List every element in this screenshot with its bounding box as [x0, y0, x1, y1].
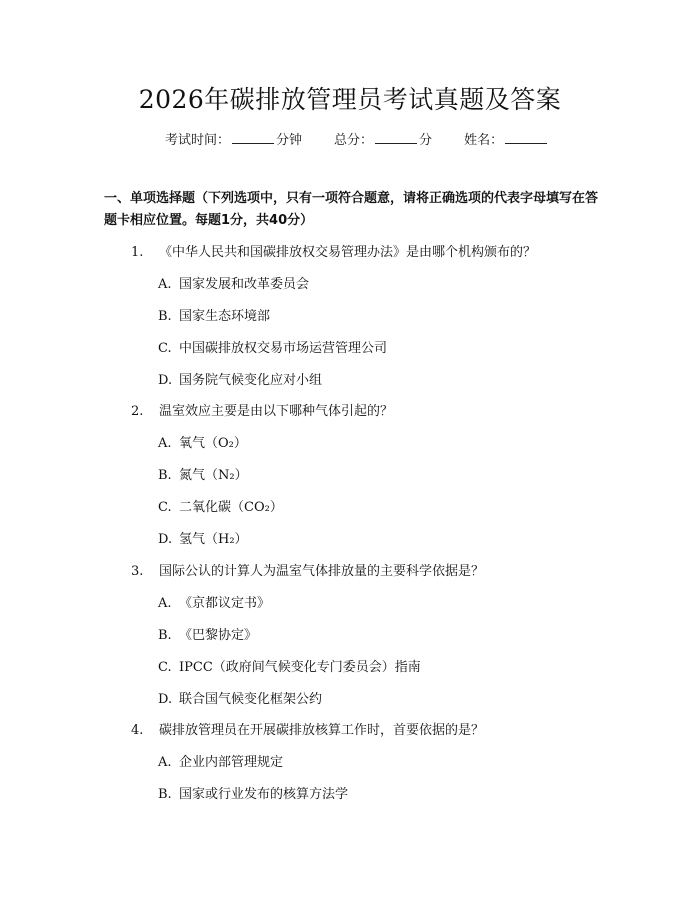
option-letter: A.	[158, 755, 172, 770]
time-blank	[232, 131, 274, 144]
option-1c	[158, 339, 387, 359]
score-blank	[375, 131, 417, 144]
name-blank	[505, 131, 547, 144]
page-title: 2026年碳排放管理员考试真题及答案	[138, 85, 562, 114]
option-3c	[158, 658, 421, 678]
question-4	[131, 721, 484, 741]
option-2c	[158, 498, 283, 518]
option-4b	[158, 785, 348, 805]
option-text: 《京都议定书》	[179, 596, 271, 611]
question-number: 2.	[131, 404, 144, 419]
option-text: 国务院气候变化应对小组	[179, 373, 323, 388]
question-1	[131, 243, 536, 263]
option-text: 二氧化碳（CO₂）	[179, 500, 283, 515]
option-3b	[158, 626, 257, 646]
option-letter: D.	[158, 692, 173, 707]
section-heading: 一、单项选择题（下列选项中，只有一项符合题意，请将正确选项的代表字母填写在答题卡相应位置。每题1分，共40分）	[104, 191, 599, 228]
option-letter: B.	[158, 468, 172, 483]
option-letter: C.	[158, 341, 172, 356]
option-3d	[158, 690, 322, 710]
option-text: 《巴黎协定》	[179, 628, 258, 643]
option-letter: D.	[158, 532, 173, 547]
time-unit: 分钟	[276, 133, 303, 148]
score-label: 总分：	[334, 133, 374, 148]
question-text: 温室效应主要是由以下哪种气体引起的？	[159, 404, 394, 419]
option-letter: A.	[158, 596, 172, 611]
option-letter: A.	[158, 277, 172, 292]
question-2	[131, 402, 393, 422]
option-2d	[158, 530, 248, 550]
option-letter: C.	[158, 500, 172, 515]
option-letter: B.	[158, 309, 172, 324]
option-text: 氢气（H₂）	[179, 532, 248, 547]
time-label: 考试时间：	[165, 133, 231, 148]
option-text: 国家或行业发布的核算方法学	[179, 787, 349, 802]
option-text: 联合国气候变化框架公约	[179, 692, 323, 707]
question-3	[131, 562, 484, 582]
option-1b	[158, 307, 270, 327]
option-letter: A.	[158, 436, 172, 451]
question-number: 4.	[131, 723, 144, 738]
question-text: 碳排放管理员在开展碳排放核算工作时，首要依据的是？	[159, 723, 485, 738]
option-text: 国家生态环境部	[179, 309, 271, 324]
option-2b	[158, 466, 248, 486]
option-4a	[158, 753, 283, 773]
option-letter: B.	[158, 787, 172, 802]
name-label: 姓名：	[464, 133, 504, 148]
question-text: 国际公认的计算人为温室气体排放量的主要科学依据是？	[159, 564, 485, 579]
question-number: 3.	[131, 564, 144, 579]
option-1d	[158, 371, 322, 391]
score-unit: 分	[419, 133, 433, 148]
option-letter: B.	[158, 628, 172, 643]
option-letter: C.	[158, 660, 172, 675]
option-text: 氮气（N₂）	[179, 468, 248, 483]
option-text: 企业内部管理规定	[179, 755, 284, 770]
exam-meta	[165, 131, 549, 151]
question-text: 《中华人民共和国碳排放权交易管理办法》是由哪个机构颁布的？	[159, 245, 537, 260]
option-text: 国家发展和改革委员会	[179, 277, 310, 292]
question-number: 1.	[131, 245, 144, 260]
option-3a	[158, 594, 270, 614]
option-2a	[158, 434, 247, 454]
option-text: 中国碳排放权交易市场运营管理公司	[179, 341, 388, 356]
option-1a	[158, 275, 309, 295]
option-text: IPCC（政府间气候变化专门委员会）指南	[179, 660, 421, 675]
option-letter: D.	[158, 373, 173, 388]
option-text: 氧气（O₂）	[179, 436, 247, 451]
